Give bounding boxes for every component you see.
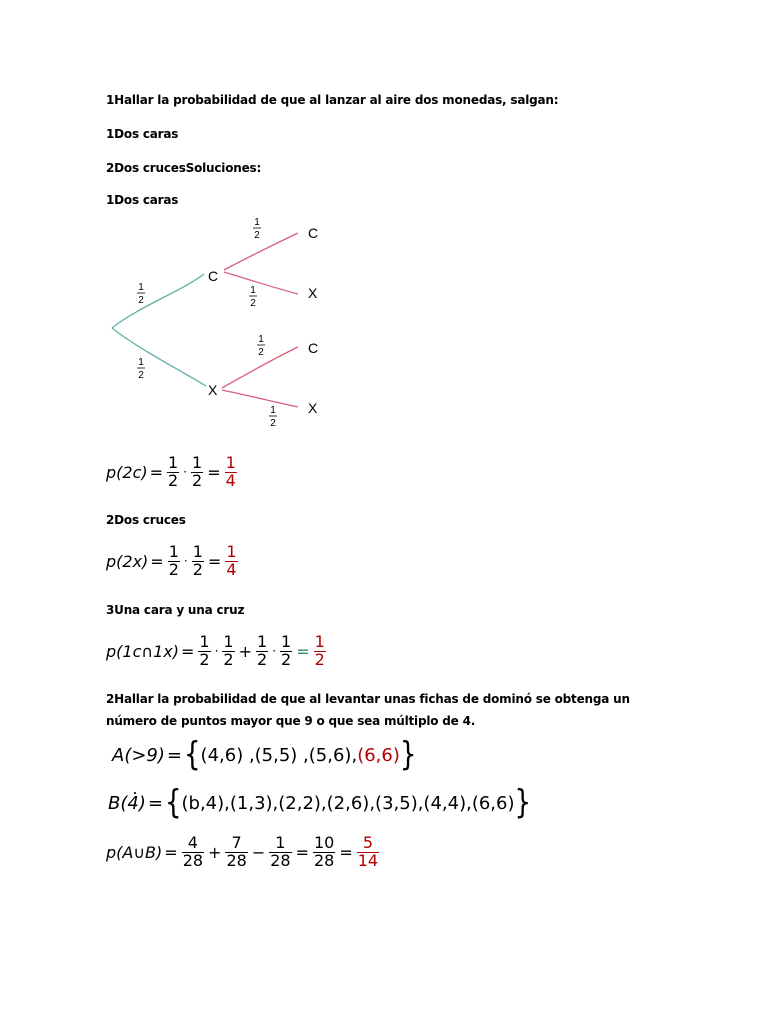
set-a: A(>9) = { (4,6) ,(5,5) ,(5,6) , (6,6) } (112, 736, 417, 774)
tree-leaf-2: X (308, 285, 318, 301)
set-a-elements: (4,6) ,(5,5) ,(5,6) (200, 744, 352, 766)
eq3-frac-c: $\frac{1}{2}$ (257, 632, 268, 669)
fraction-denominator: 2 (270, 418, 276, 429)
eq2-frac-b: $\frac{1}{2}$ (192, 542, 203, 579)
prob-label-root-c (137, 282, 145, 306)
prob-label-x-x (269, 405, 277, 429)
eq3-frac-d: $\frac{1}{2}$ (281, 632, 292, 669)
union-result: $\frac{5}{14}$ (357, 833, 379, 870)
branch-c-c (224, 233, 298, 270)
fraction-denominator: 2 (138, 295, 144, 306)
fraction-numerator: 1 (254, 217, 260, 228)
branch-root-c (112, 274, 204, 328)
eq2-frac-a: $\frac{1}{2}$ (168, 542, 179, 579)
branch-x-x (222, 390, 298, 407)
fraction-denominator: 2 (250, 298, 256, 309)
equation-one-each: p(1c∩1x) = $\frac{1}{2}$ · $\frac{1}{2}$ + $\frac{1}{2}$ · $\frac{1}{2}$ = $\frac{1}{2}$ (106, 632, 325, 669)
solution3-heading: 3Una cara y una cruz (106, 603, 245, 617)
fraction-numerator: 1 (138, 282, 144, 293)
eq1-frac-a: $\frac{1}{2}$ (168, 453, 179, 490)
fraction-denominator: 2 (258, 347, 264, 358)
problem1-item2: 2Dos crucesSoluciones: (106, 161, 262, 175)
fraction-denominator: 2 (254, 230, 260, 241)
problem1-statement: 1Hallar la probabilidad de que al lanzar al aire dos monedas, salgan: (106, 93, 559, 107)
eq3-frac-b: $\frac{1}{2}$ (223, 632, 234, 669)
set-b: B(4̇) = { (b,4),(1,3),(2,2),(2,6),(3,5),(4,4),(6,6) } (108, 784, 532, 822)
equation-two-heads: p(2c) = $\frac{1}{2}$ · $\frac{1}{2}$ = $\frac{1}{4}$ (106, 453, 236, 490)
prob-label-c-x (249, 285, 257, 309)
prob-label-c-c (253, 217, 261, 241)
eq2-result: $\frac{1}{4}$ (226, 542, 237, 579)
set-a-last: (6,6) (357, 744, 400, 766)
prob-label-root-x (137, 357, 145, 381)
set-b-elements: (b,4),(1,3),(2,2),(2,6),(3,5),(4,4),(6,6) (181, 792, 515, 814)
fraction-denominator: 2 (138, 370, 144, 381)
eq3-result: $\frac{1}{2}$ (314, 632, 325, 669)
fraction-numerator: 1 (270, 405, 276, 416)
probability-tree (100, 210, 400, 440)
tree-node-c: C (208, 268, 219, 284)
eq1-lhs: p(2c) (106, 462, 148, 482)
solution2-heading: 2Dos cruces (106, 513, 186, 527)
branch-c-x (224, 272, 298, 294)
eq3-frac-a: $\frac{1}{2}$ (199, 632, 210, 669)
fraction-numerator: 1 (258, 334, 264, 345)
set-b-label: B(4̇) (108, 792, 146, 814)
union-term-2: $\frac{7}{28}$ (226, 833, 247, 870)
prob-label-x-c (257, 334, 265, 358)
eq3-lhs: p(1c∩1x) (106, 641, 179, 661)
fraction-numerator: 1 (138, 357, 144, 368)
problem2-statement: 2Hallar la probabilidad de que al levantar unas fichas de dominó se obtenga un número de puntos mayor que 9 o que sea múltiplo de 4. (106, 692, 630, 728)
branch-root-x (112, 328, 206, 386)
equation-two-tails: p(2x) = $\frac{1}{2}$ · $\frac{1}{2}$ = $\frac{1}{4}$ (106, 542, 237, 579)
union-term-4: $\frac{10}{28}$ (313, 833, 335, 870)
solution1-heading: 1Dos caras (106, 193, 179, 207)
equation-union: p(A∪B) = $\frac{4}{28}$ + $\frac{7}{28}$ − $\frac{1}{28}$ = $\frac{10}{28}$ = $\frac{5}{14}$ (106, 833, 379, 870)
problem1-item1: 1Dos caras (106, 127, 179, 141)
union-lhs: p(A∪B) (106, 842, 163, 862)
eq2-lhs: p(2x) (106, 551, 149, 571)
union-term-1: $\frac{4}{28}$ (182, 833, 204, 870)
eq1-frac-b: $\frac{1}{2}$ (192, 453, 203, 490)
eq1-result: $\frac{1}{4}$ (225, 453, 236, 490)
tree-node-x: X (208, 382, 218, 398)
tree-leaf-3: C (308, 340, 319, 356)
tree-leaf-4: X (308, 400, 318, 416)
fraction-numerator: 1 (250, 285, 256, 296)
tree-leaf-1: C (308, 225, 319, 241)
union-term-3: $\frac{1}{28}$ (270, 833, 291, 870)
set-a-label: A(>9) (112, 744, 165, 766)
